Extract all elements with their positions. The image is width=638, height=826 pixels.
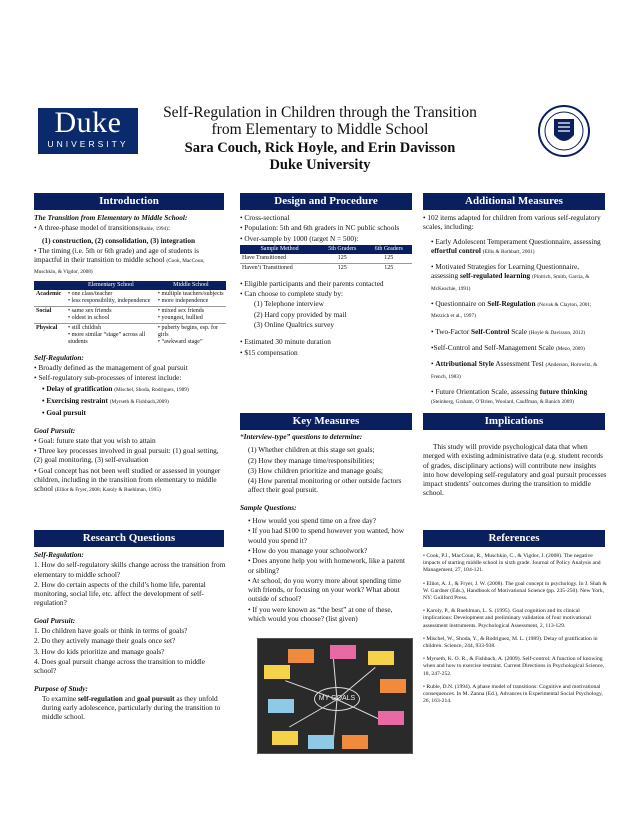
rq-goal-question: 1. Do children have goals or think in terms of goals? — [34, 626, 188, 636]
intro-bullet-timing — [34, 246, 226, 278]
design-option: (3) Online Qualtrics survey — [254, 320, 335, 330]
intro-bullet-model — [34, 223, 226, 234]
design-bullet: • Population: 5th and 6th graders in NC public schools — [240, 223, 400, 233]
purpose-b: self-regulation — [77, 693, 123, 703]
design-bullet: • Cross-sectional — [240, 213, 290, 222]
a1b: effortful control — [431, 245, 481, 255]
additional-item — [423, 359, 607, 382]
a6c: Assessment Test — [493, 359, 544, 369]
gp-bullet-2: • Three key processes involved in goal pursuit: (1) goal setting, (2) goal monitoring, (3) self-evaluation — [34, 446, 219, 465]
transition-cell: • still childish • more similar “stage” across all students — [68, 324, 146, 345]
additional-item — [423, 237, 607, 258]
a4b: Self-Control — [471, 326, 510, 336]
transition-cell: • puberty begins, esp. for girls • “awkward stage” — [157, 324, 218, 345]
sr-bullet-2: • Self-regulatory sub-processes of interest include: — [34, 373, 182, 383]
reference-item: • Elliot, A. J., & Fryer, J. W. (2008). The goal concept in psychology. In J. Shah & W. Gardner (Eds.), Handbook of Motivational Science (pp. 235-250). New York, NY: Guilford Press. — [423, 580, 607, 602]
reference-item: • Myrseth, K. O. R., & Fishbach, A. (2009). Self-control: A function of knowing when and how to exercise restraint. Current Directions in Psychological Science, 18, 247-252. — [423, 656, 605, 677]
a6d: (Anderson, Horowitz, & French, 1983) — [431, 362, 598, 380]
key-measures-section — [240, 432, 412, 624]
additional-intro: • 102 items adapted for children from various self-regulatory scales, including: — [423, 213, 601, 232]
research-questions-heading: Research Questions — [34, 530, 224, 547]
authors-university: Duke University — [269, 157, 371, 173]
a7b: future thinking — [539, 386, 588, 396]
my-goals-label: MY GOALS — [314, 687, 360, 711]
self-regulation-title: Self-Regulation: — [34, 352, 84, 362]
a3a: • Questionnaire on — [431, 299, 488, 309]
transition-th-2: Middle School — [156, 281, 226, 290]
intro-b1-text: • A three-phase model of transitions — [34, 223, 139, 233]
design-bullet: • Can choose to complete study by: — [240, 289, 344, 299]
design-option: (2) Hard copy provided by mail — [254, 309, 347, 319]
rq-self-regulation-title: Self-Regulation: — [34, 550, 84, 559]
a5: •Self-Control and Self-Management Scale — [431, 342, 555, 352]
a3b: Self-Regulation — [487, 299, 536, 309]
a3c: (Novak & Clayton, 2001; Mezzich et al., 1997) — [431, 302, 592, 320]
intro-phases: (1) construction, (2) consolidation, (3) integration — [42, 235, 196, 245]
purpose-title: Purpose of Study: — [34, 683, 88, 693]
measure-item: (1) Whether children at this stage set goals; — [248, 445, 375, 455]
sample-th-1: 5th Graders — [319, 245, 365, 254]
sr-bullet-delay — [34, 384, 226, 395]
sample-cell: Haven’t Transitioned — [242, 264, 293, 271]
design-bullet: • Eligible participants and their parents contacted — [240, 278, 384, 288]
sample-question: • How would you spend time on a free day? — [248, 516, 376, 526]
intro-b1-colon: : — [167, 223, 170, 233]
design-bullet: • $15 compensation — [240, 347, 298, 357]
sr-bullet-goal — [34, 408, 226, 417]
intro-b2-text: • The timing (i.e. 5th or 6th grade) and age of students is impactful in their transition to middle school — [34, 245, 199, 265]
logo-subtitle: UNIVERSITY — [47, 139, 129, 149]
sample-cell: 125 — [384, 264, 394, 271]
sr3-text: • Delay of gratification — [42, 383, 113, 393]
sample-th-2: 6th Graders — [366, 245, 412, 254]
additional-item — [423, 262, 607, 294]
implications-heading: Implications — [423, 413, 605, 430]
purpose-c: and — [122, 693, 138, 703]
sr-bullet-restraint — [34, 396, 226, 407]
sample-question: • Does anyone help you with homework, like a parent or sibling? — [248, 556, 405, 575]
sticky-note — [272, 731, 298, 745]
sticky-note — [288, 649, 314, 663]
sticky-note — [330, 645, 356, 659]
sticky-note — [268, 699, 294, 713]
transition-table — [34, 281, 226, 347]
rq-question: 1. How do self-regulatory skills change across the transition from elementary to middle school? — [34, 560, 226, 579]
transition-cell: • mixed sex friends • youngest, bullied — [157, 307, 205, 321]
rq-goal-question: 4. Does goal pursuit change across the transition to middle school? — [34, 656, 206, 676]
sticky-note — [380, 679, 406, 693]
additional-measures-section — [423, 213, 607, 408]
gp-bullet-3 — [34, 466, 226, 496]
rq-goal-question: 3. How do kids prioritize and manage goals? — [34, 646, 165, 656]
measure-item: (2) How they manage time/responsibilities; — [248, 455, 375, 465]
rq-goal-pursuit-title: Goal Pursuit: — [34, 615, 76, 625]
purpose-a: To examine — [42, 693, 78, 703]
intro-b2-cite: (Cook, MacCoun, Muschkin, & Vigdor, 2008) — [34, 258, 205, 276]
reference-item: • Cook, P.J., MacCoun, R., Muschkin, C., & Vigdor, J. (2008). The negative impacts of starting middle school in sixth grade. Journal of Policy Analysis and Management, 27, 104-121. — [423, 553, 601, 574]
a5c: (Mezo, 2009) — [555, 345, 585, 352]
a6b: Attributional Style — [435, 359, 494, 369]
additional-item — [423, 327, 607, 338]
transition-cell: • same sex friends • oldest in school — [68, 307, 112, 321]
transition-th-1: Elementary School — [66, 281, 156, 290]
sample-question: • At school, do you worry more about spending time with friends, or focusing on your work? What about outside of school? — [248, 575, 401, 604]
introduction-heading: Introduction — [34, 193, 224, 210]
sample-question: • If you were known as “the best” at one of these, which would you choose? (list given) — [248, 604, 393, 624]
purpose-e: as they unfold during early adolescence, particularly during the transition to middle school. — [42, 693, 221, 722]
sample-question: • How do you manage your schoolwork? — [248, 545, 368, 555]
sticky-note — [342, 735, 368, 749]
transition-row-label: Social — [36, 307, 52, 314]
gp3-cite: (Elliot & Fryer, 2008; Karoly & Ruehlman, 1995) — [54, 487, 161, 494]
a7a: • Future Orientation Scale, assessing — [431, 386, 540, 396]
measure-item: (4) How parental monitoring or other outside factors affect their goal pursuit. — [248, 476, 402, 495]
sample-cell: Have Transitioned — [242, 254, 287, 261]
rq-goal-question: 2. Do they actively manage their goals once set? — [34, 636, 176, 646]
reference-item: • Karoly, P., & Ruehlman, L. S. (1995). Goal cognition and its clinical implications: Development and preliminary validation of four motivational assessment instruments. Psychological Assessment, 2, 113-129. — [423, 608, 591, 629]
sticky-note — [368, 651, 394, 665]
sample-cell: 125 — [337, 264, 347, 271]
additional-item — [423, 343, 607, 354]
logo-wordmark: Duke — [54, 106, 122, 139]
duke-seal-icon — [538, 105, 590, 157]
a7c: (Steinberg, Graham, O’Brien, Woolard, Cauffman, & Banich 2009) — [431, 399, 574, 406]
implications-text: This study will provide psychological data that when merged with existing administrative data (e.g. student records of grades, disciplinary actions) will contribute new insights into how developing self-regulatory and goal pursuit processes impact students’ outcomes during the transition to middle school. — [423, 442, 607, 498]
measures-intro: “Interview-type” questions to determine: — [240, 432, 363, 441]
a4d: (Hoyle & Davisson, 2012) — [528, 329, 586, 336]
sample-th-0: Sample Method — [240, 245, 319, 254]
a1a: • Early Adolescent Temperament Questionnaire, assessing — [431, 236, 601, 246]
references-list — [423, 553, 607, 706]
reference-item: • Mischel, W., Shoda, Y., & Rodriguez, M. L. (1989). Delay of gratification in children. Science, 244, 933-938. — [423, 635, 598, 650]
design-option: (1) Telephone interview — [254, 299, 324, 309]
references-heading: References — [423, 530, 605, 547]
design-bullet: • Estimated 30 minute duration — [240, 337, 331, 347]
authors-names: Sara Couch, Rick Hoyle, and Erin Davisson — [184, 140, 456, 156]
sample-questions-title: Sample Questions: — [240, 502, 297, 512]
sr-bullet-1: • Broadly defined as the management of goal pursuit — [34, 363, 188, 373]
intro-subtitle: The Transition from Elementary to Middle School: — [34, 213, 188, 222]
purpose-d: goal pursuit — [137, 693, 175, 703]
sticky-note — [308, 735, 334, 749]
poster-title: Self-Regulation in Children through the Transition from Elementary to Middle School — [163, 104, 477, 138]
sr4-text: • Exercising restraint — [42, 395, 108, 405]
a4c: Scale — [509, 326, 528, 336]
a2a: • Motivated Strategies for Learning Questionnaire, assessing — [431, 262, 580, 281]
sample-cell: 125 — [337, 254, 347, 261]
duke-logo — [38, 108, 138, 154]
goal-pursuit-title: Goal Pursuit: — [34, 425, 76, 435]
research-section — [34, 550, 226, 723]
sticky-note — [264, 665, 290, 679]
additional-measures-heading: Additional Measures — [423, 193, 605, 210]
intro-b1-cite: (Ruble, 1994) — [138, 226, 168, 233]
a4a: • Two-Factor — [431, 326, 472, 336]
sr3-cite: (Mischel, Shoda, Rodriguez, 1989) — [114, 386, 189, 393]
sr5-text: • Goal pursuit — [42, 408, 86, 418]
a6a: • — [431, 359, 436, 369]
key-measures-heading: Key Measures — [240, 413, 412, 430]
additional-item — [423, 387, 607, 408]
additional-item — [423, 299, 607, 322]
transition-th-0 — [34, 281, 66, 290]
my-goals-chalkboard-image — [257, 638, 413, 754]
transition-row-label: Academic — [36, 290, 62, 297]
sr4-cite: (Myrseth & Fishbach,2009) — [109, 398, 169, 405]
measure-item: (3) How children prioritize and manage goals; — [248, 465, 383, 475]
transition-cell: • one class/teacher • less responsibility, independence — [68, 290, 151, 304]
sample-table — [240, 245, 412, 273]
introduction-section — [34, 213, 226, 497]
a1c: (Ellis & Rothbart, 2001) — [482, 248, 535, 255]
transition-row-label: Physical — [36, 324, 58, 331]
a2b: self-regulated learning — [460, 271, 531, 281]
reference-item: • Ruble, D.N. (1994). A phase model of transitions: Cognitive and motivational consequences. In M. Zanna (Ed.), Advances in Experimental Social Psychology, 26, 163-214. — [423, 683, 603, 705]
sample-cell: 125 — [384, 254, 394, 261]
sticky-note — [378, 711, 404, 725]
sample-question: • If you had $100 to spend however you wanted, how would you spend it? — [248, 526, 404, 545]
rq-question: 2. How do certain aspects of the child’s home life, parental monitoring, social life, etc. affect the development of self-regulation? — [34, 579, 206, 608]
gp-bullet-1: • Goal: future state that you wish to attain — [34, 435, 156, 445]
poster-authors — [150, 140, 490, 174]
transition-cell: • multiple teachers/subjects • more independence — [157, 290, 224, 304]
gp3-text: • Goal concept has not been well studied or assessed in younger children, including in the transition from elementary to middle school — [34, 465, 221, 494]
design-bullet: • Over-sample by 1000 (target N = 500): — [240, 233, 359, 243]
a2c: (Pintrich, Smith, Garcia, & McKeachie, 1991) — [431, 274, 590, 292]
design-section — [240, 213, 412, 358]
purpose-text — [34, 694, 226, 722]
design-heading: Design and Procedure — [240, 193, 412, 210]
